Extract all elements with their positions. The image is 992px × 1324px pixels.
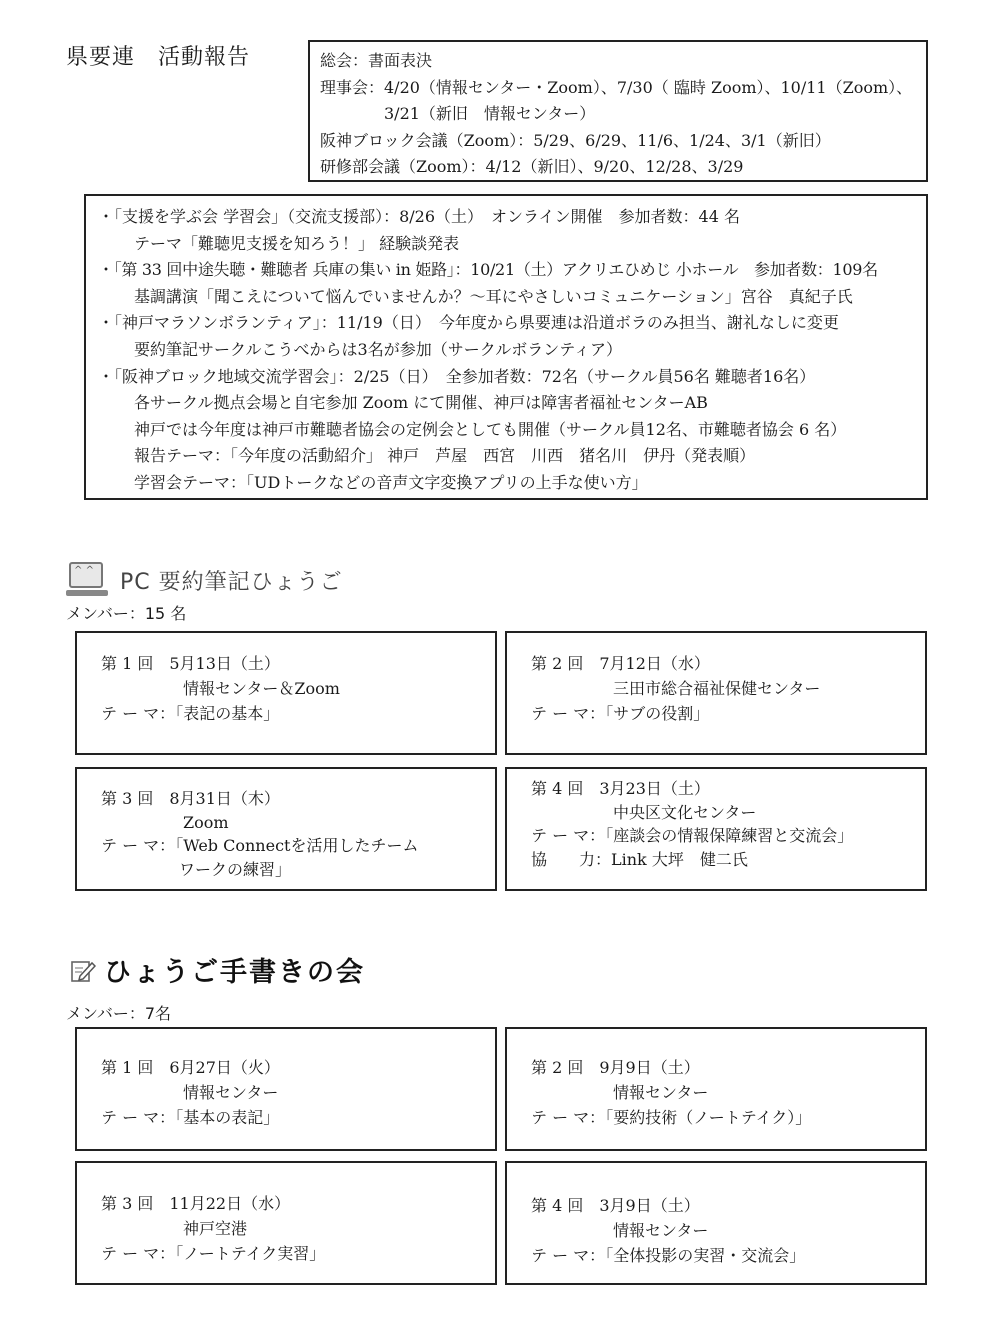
session-number: 第 3 回 <box>101 789 154 808</box>
activity-line: 各サークル拠点会場と自宅参加 Zoom にて開催、神戸は障害者福祉センターAB <box>134 393 708 413</box>
theme-label: テ ー マ： <box>101 836 176 855</box>
meeting-line: 総会：書面表決 <box>320 51 433 70</box>
session-date: 11月22日（水） <box>169 1194 291 1213</box>
pc-section-heading <box>66 562 343 598</box>
session-venue: 神戸空港 <box>183 1219 248 1238</box>
session-theme-continued: ワークの練習」 <box>179 859 292 879</box>
session-theme: 「ノートテイク実習」 <box>175 1244 326 1263</box>
session-theme: 「座談会の情報保障練習と交流会」 <box>605 826 854 845</box>
session-venue: 情報センター＆Zoom <box>183 679 340 698</box>
activity-line: ・「支援を学ぶ会 学習会」（交流支援部）：8/26（土） オンライン開催 参加者数：44 名 <box>98 207 740 226</box>
session-venue: Zoom <box>183 812 229 832</box>
theme-label: テ ー マ： <box>531 826 606 845</box>
session-date: 3月9日（土） <box>599 1196 700 1215</box>
theme-label: テ ー マ： <box>531 1108 606 1127</box>
meeting-line: 理事会：4/20（情報センター・Zoom）、7/30（ 臨時 Zoom）、10/11（Zoom）、 <box>320 77 913 97</box>
theme-label: テ ー マ： <box>531 1246 606 1265</box>
session-venue: 情報センター <box>613 1083 709 1102</box>
session-theme: 「基本の表記」 <box>175 1108 280 1127</box>
theme-label: テ ー マ： <box>101 1108 176 1127</box>
page-title: 県要連 活動報告 <box>66 45 251 70</box>
pc-section-title: PC 要約筆記ひょうご <box>120 569 343 595</box>
session-number: 第 4 回 <box>531 779 584 798</box>
activities-box <box>84 194 928 500</box>
pc-session-card <box>505 767 927 891</box>
handwriting-session-card <box>75 1027 497 1151</box>
session-date: 5月13日（土） <box>169 654 280 673</box>
theme-label: テ ー マ： <box>101 704 176 723</box>
session-venue: 情報センター <box>183 1083 279 1102</box>
pc-session-card <box>75 631 497 755</box>
session-venue: 中央区文化センター <box>613 802 757 822</box>
pc-session-card <box>75 767 497 891</box>
session-theme: 「全体投影の実習・交流会」 <box>605 1246 806 1265</box>
session-venue: 情報センター <box>613 1221 709 1240</box>
handwriting-session-card <box>505 1027 927 1151</box>
handwriting-session-card <box>75 1161 497 1285</box>
activity-line: 神戸では今年度は神戸市難聴者協会の定例会としても開催（サークル員12名、市難聴者協会 6 名） <box>134 419 847 439</box>
session-theme: 「表記の基本」 <box>175 704 280 723</box>
activity-line: ・「阪神ブロック地域交流学習会」：2/25（日） 全参加者数：72名（サークル員56名 難聴者16名） <box>98 366 816 386</box>
pc-members: メンバー：15 名 <box>66 604 187 623</box>
handwriting-members: メンバー：7名 <box>66 1004 172 1023</box>
activity-line: ・「第 33 回中途失聴・難聴者 兵庫の集い in 姫路」：10/21（土）アクリエひめじ 小ホール 参加者数：109名 <box>98 260 878 280</box>
activity-line: 学習会テーマ：「UDトークなどの音声文字変換アプリの上手な使い方」 <box>134 472 648 492</box>
meeting-line: 阪神ブロック会議（Zoom）：5/29、6/29、11/6、1/24、3/1（新旧） <box>320 130 831 150</box>
meeting-line: 3/21（新旧 情報センター） <box>384 104 596 123</box>
session-cooperation: 協 力：Link 大坪 健二氏 <box>531 849 748 869</box>
activity-line: 要約筆記サークルこうべからは3名が参加（サークルボランティア） <box>134 339 622 359</box>
activity-line: ・「神戸マラソンボランティア」：11/19（日） 今年度から県要連は沿道ボラのみ担当、謝礼なしに変更 <box>98 313 839 333</box>
session-venue: 三田市総合福祉保健センター <box>613 679 821 698</box>
session-number: 第 2 回 <box>531 1058 584 1077</box>
activity-line: 基調講演「聞こえについて悩んでいませんか？～耳にやさしいコミュニケーション」宮谷 真紀子氏 <box>134 286 853 306</box>
handwriting-section-heading <box>70 950 365 989</box>
session-theme: 「サブの役割」 <box>605 704 710 723</box>
session-date: 3月23日（土） <box>599 779 710 798</box>
session-date: 6月27日（火） <box>169 1058 280 1077</box>
session-date: 9月9日（土） <box>599 1058 700 1077</box>
activity-line: 報告テーマ：「今年度の活動紹介」 神戸 芦屋 西宮 川西 猪名川 伊丹（発表順） <box>134 446 756 466</box>
handwriting-section-title: ひょうご手書きの会 <box>104 957 365 988</box>
session-number: 第 1 回 <box>101 654 154 673</box>
theme-label: テ ー マ： <box>101 1244 176 1263</box>
session-number: 第 1 回 <box>101 1058 154 1077</box>
session-theme: 「Web Connectを活用したチーム <box>175 836 419 855</box>
session-number: 第 2 回 <box>531 654 584 673</box>
pen-note-icon <box>70 957 96 983</box>
session-number: 第 4 回 <box>531 1196 584 1215</box>
session-number: 第 3 回 <box>101 1194 154 1213</box>
session-theme: 「要約技術（ノートテイク）」 <box>605 1108 812 1127</box>
session-date: 8月31日（木） <box>169 789 280 808</box>
activity-line: テーマ「難聴児支援を知ろう！」 経験談発表 <box>134 233 460 253</box>
computer-icon: ^ ^ <box>66 562 108 598</box>
meeting-line: 研修部会議（Zoom）：4/12（新旧）、9/20、12/28、3/29 <box>320 157 744 176</box>
theme-label: テ ー マ： <box>531 704 606 723</box>
meetings-box <box>308 40 928 182</box>
handwriting-session-card <box>505 1161 927 1285</box>
pc-session-card <box>505 631 927 755</box>
session-date: 7月12日（水） <box>599 654 710 673</box>
